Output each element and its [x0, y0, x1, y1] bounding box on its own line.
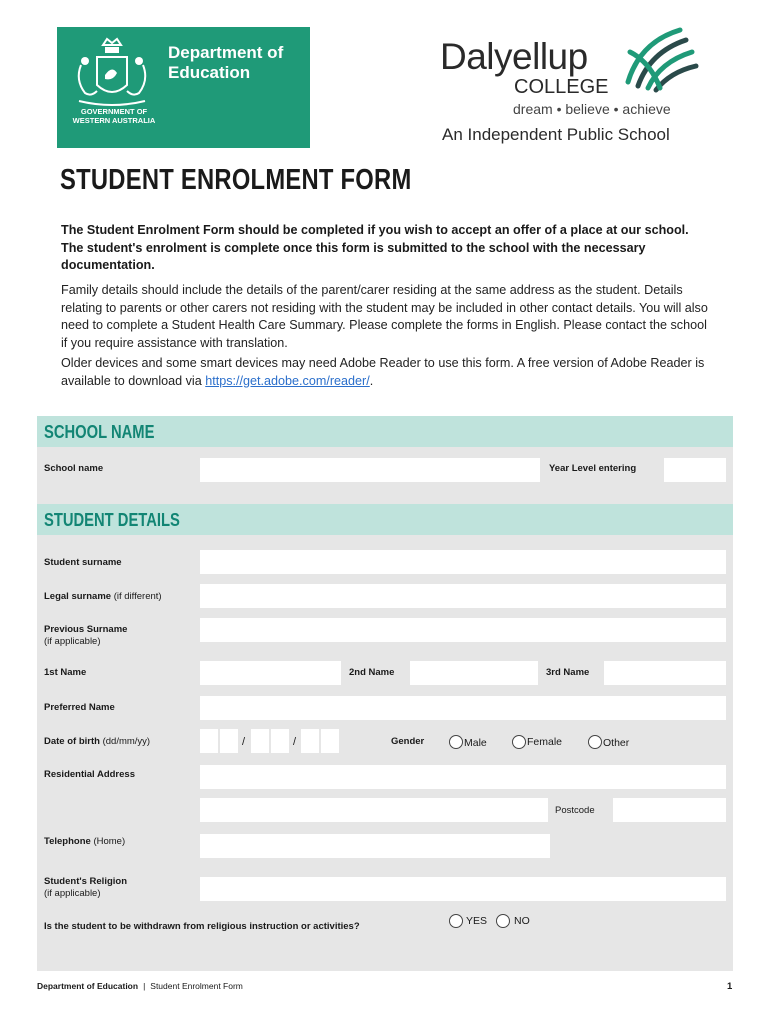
withdraw-no-radio[interactable] — [496, 914, 510, 928]
footer-separator: | — [143, 981, 146, 991]
department-of-education-logo — [57, 27, 310, 148]
intro-adobe-text: Older devices and some smart devices may need Adobe Reader to use this form. A free version of Adobe Reader is available to download via — [61, 356, 705, 388]
first-name-label: 1st Name — [44, 667, 87, 678]
college-logo — [440, 22, 710, 147]
gender-female-label: Female — [527, 736, 563, 748]
second-name-input[interactable] — [410, 661, 538, 685]
previous-surname-note: (if applicable) — [44, 636, 101, 647]
religion-note: (if applicable) — [44, 888, 101, 899]
dob-year-1[interactable] — [301, 729, 319, 753]
legal-surname-note: (if different) — [111, 591, 162, 602]
footer-form-name: Student Enrolment Form — [150, 981, 243, 991]
department-name-line-1: Department of — [168, 43, 284, 62]
college-name: Dalyellup — [440, 36, 588, 77]
previous-surname-label — [44, 624, 127, 648]
college-tagline: An Independent Public School — [442, 125, 670, 144]
legal-surname-text: Legal surname — [44, 591, 112, 602]
college-motto: dream • believe • achieve — [513, 101, 671, 117]
third-name-label: 3rd Name — [546, 667, 590, 678]
school-name-header — [37, 416, 733, 447]
gender-female-radio[interactable] — [512, 735, 526, 749]
school-name-label: School name — [44, 463, 104, 474]
withdraw-question-label: Is the student to be withdrawn from religious instruction or activities? — [44, 921, 360, 932]
address-label: Residential Address — [44, 769, 135, 780]
previous-surname-input[interactable] — [200, 618, 726, 642]
footer-department: Department of Education — [37, 981, 139, 991]
second-name-label: 2nd Name — [349, 667, 395, 678]
dob-month-1[interactable] — [251, 729, 269, 753]
withdraw-yes-label: YES — [466, 915, 488, 927]
withdraw-yes-radio[interactable] — [449, 914, 463, 928]
gender-other-radio[interactable] — [588, 735, 602, 749]
gender-male-radio[interactable] — [449, 735, 463, 749]
government-line-1: GOVERNMENT OF — [80, 107, 148, 116]
college-swoosh-icon — [620, 22, 700, 94]
dob-label — [44, 736, 150, 748]
address-line-2-input[interactable] — [200, 798, 548, 822]
religion-input[interactable] — [200, 877, 726, 901]
dob-day-2[interactable] — [220, 729, 238, 753]
government-line-2: WESTERN AUSTRALIA — [72, 116, 156, 125]
dob-day-1[interactable] — [200, 729, 218, 753]
withdraw-no-label: NO — [514, 915, 530, 927]
third-name-input[interactable] — [604, 661, 726, 685]
page-number: 1 — [727, 981, 733, 992]
dob-separator-1: / — [242, 736, 246, 748]
department-name — [168, 43, 283, 83]
school-name-heading: SCHOOL NAME — [44, 422, 155, 442]
gender-other-label: Other — [603, 737, 630, 749]
telephone-note: (Home) — [90, 836, 126, 847]
dob-note: (dd/mm/yy) — [99, 736, 151, 747]
telephone-input[interactable] — [200, 834, 550, 858]
previous-surname-text: Previous Surname — [44, 624, 128, 635]
preferred-name-input[interactable] — [200, 696, 726, 720]
page-title: STUDENT ENROLMENT FORM — [60, 164, 412, 196]
intro-family-paragraph: Family details should include the details of the parent/carer residing at the same address as the student. Details relating to parents or other carers not residing with the student may be included in other contact details. You will also need to complete a Student Health Care Summary. Please complete the forms in English. Please contact the school if you require assistance with translation. — [61, 283, 708, 350]
intro-bold-paragraph: The Student Enrolment Form should be completed if you wish to accept an offer of a place at our school. The student's enrolment is complete once this form is submitted to the school with the necessary documentation. — [61, 223, 689, 272]
intro-adobe-paragraph — [61, 355, 711, 390]
intro-adobe-end: . — [369, 373, 374, 388]
dob-text: Date of birth — [44, 736, 100, 747]
postcode-input[interactable] — [613, 798, 726, 822]
address-line-1-input[interactable] — [200, 765, 726, 789]
student-details-section — [37, 504, 733, 971]
student-surname-input[interactable] — [200, 550, 726, 574]
year-level-label: Year Level entering — [549, 463, 637, 474]
telephone-label — [44, 836, 125, 848]
preferred-name-label: Preferred Name — [44, 702, 115, 713]
legal-surname-label — [44, 591, 162, 603]
gender-male-label: Male — [464, 737, 487, 749]
gender-label: Gender — [391, 736, 425, 747]
footer — [37, 981, 243, 991]
college-sub-label: COLLEGE — [514, 76, 609, 98]
student-surname-label: Student surname — [44, 557, 122, 568]
department-name-line-2: Education — [168, 63, 251, 82]
dob-separator-2: / — [293, 736, 297, 748]
dob-year-2[interactable] — [321, 729, 339, 753]
telephone-text: Telephone — [44, 836, 91, 847]
coat-of-arms-icon — [67, 35, 157, 113]
student-details-heading: STUDENT DETAILS — [44, 510, 180, 530]
first-name-input[interactable] — [200, 661, 341, 685]
year-level-input[interactable] — [664, 458, 726, 482]
religion-text: Student's Religion — [44, 876, 128, 887]
student-details-header — [37, 504, 733, 535]
school-name-section — [37, 416, 733, 504]
dob-month-2[interactable] — [271, 729, 289, 753]
government-label — [67, 107, 161, 125]
school-name-input[interactable] — [200, 458, 540, 482]
adobe-reader-link[interactable]: https://get.adobe.com/reader/ — [205, 373, 370, 388]
postcode-label: Postcode — [555, 805, 595, 816]
legal-surname-input[interactable] — [200, 584, 726, 608]
religion-label — [44, 876, 127, 900]
